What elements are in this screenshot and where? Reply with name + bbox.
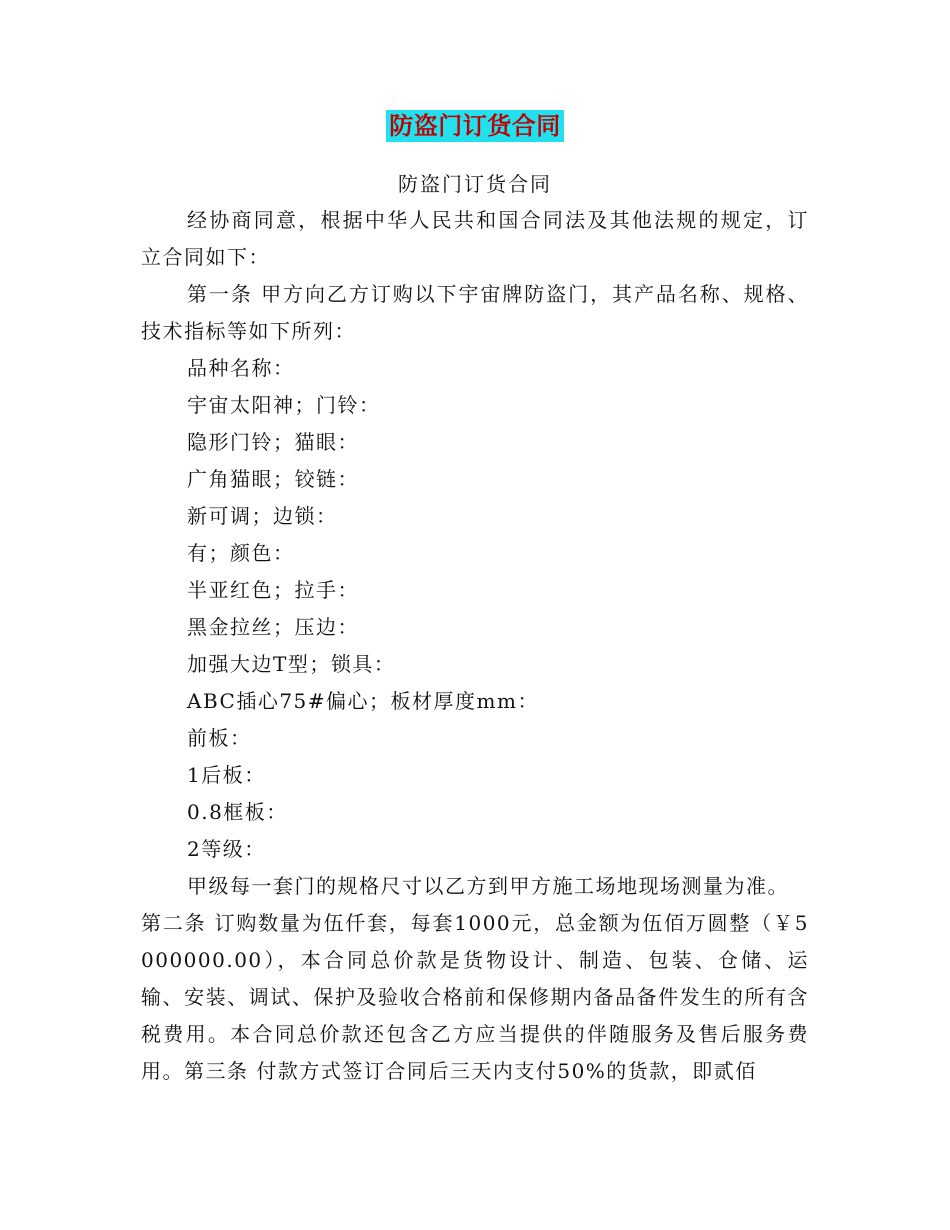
paragraph-intro: 经协商同意，根据中华人民共和国合同法及其他法规的规定，订立合同如下： [141, 208, 809, 269]
spec-line: 宇宙太阳神；门铃： [187, 393, 381, 417]
spec-line: 黑金拉丝；压边： [187, 615, 359, 639]
spec-line: 2等级： [187, 837, 266, 861]
spec-line: ABC插心75#偏心；板材厚度mm： [187, 689, 539, 713]
document-title: 防盗门订货合同 [386, 110, 564, 142]
paragraph-grade-note: 甲级每一套门的规格尺寸以乙方到甲方施工场地现场测量为准。 [187, 874, 789, 898]
document-body [141, 202, 809, 1090]
spec-line: 有；颜色： [187, 541, 295, 565]
spec-line: 品种名称： [187, 356, 295, 380]
spec-line: 隐形门铃；猫眼： [187, 430, 359, 454]
paragraph-article-1: 第一条 甲方向乙方订购以下宇宙牌防盗门，其产品名称、规格、技术指标等如下所列： [141, 282, 809, 343]
spec-line: 0.8框板： [187, 800, 288, 824]
document-subtitle: 防盗门订货合同 [398, 172, 552, 196]
spec-line: 广角猫眼；铰链： [187, 467, 359, 491]
spec-line: 前板： [187, 726, 252, 750]
spec-line: 加强大边T型；锁具： [187, 652, 396, 676]
title-area [0, 110, 950, 142]
spec-line: 半亚红色；拉手： [187, 578, 359, 602]
spec-line: 1后板： [187, 763, 266, 787]
paragraph-article-2-3: 第二条 订购数量为伍仟套，每套1000元，总金额为伍佰万圆整（￥5000000.00），本合同总价款是货物设计、制造、包装、仓储、运输、安装、调试、保护及验收合格前和保修期内备品备件发生的所有含税费用。本合同总价款还包含乙方应当提供的伴随服务及售后服务费用。第三条 付款方式签订合同后三天内支付50%的货款，即贰佰 [141, 911, 809, 1083]
spec-line: 新可调；边锁： [187, 504, 338, 528]
